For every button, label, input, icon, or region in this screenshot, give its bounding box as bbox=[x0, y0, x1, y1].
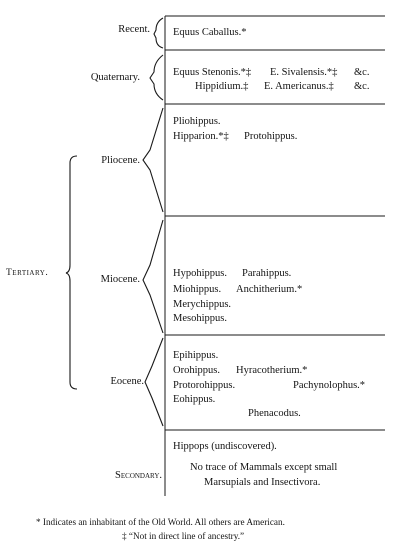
tertiary-brace bbox=[66, 156, 77, 389]
footnote-old-world: * Indicates an inhabitant of the Old World. All others are American. bbox=[36, 517, 285, 527]
genus-orohippus: Orohippus. bbox=[173, 365, 220, 376]
genus-hippops: Hippops (undiscovered). bbox=[173, 441, 277, 452]
genus-anchitherium: Anchitherium.* bbox=[236, 284, 303, 295]
period-miocene: Miocene. bbox=[100, 274, 140, 285]
genus-etc-2: &c. bbox=[354, 81, 370, 92]
genus-epihippus: Epihippus. bbox=[173, 350, 219, 361]
quaternary-brace bbox=[150, 55, 163, 100]
period-pliocene: Pliocene. bbox=[101, 155, 140, 166]
period-eocene: Eocene. bbox=[110, 376, 144, 387]
genus-pachynolophus: Pachynolophus.* bbox=[293, 380, 366, 391]
period-quaternary: Quaternary. bbox=[90, 72, 140, 83]
genus-equus-caballus: Equus Caballus.* bbox=[173, 27, 247, 38]
genus-parahippus: Parahippus. bbox=[242, 268, 292, 279]
secondary-note-line-1: No trace of Mammals except small bbox=[190, 462, 338, 473]
genus-mesohippus: Mesohippus. bbox=[173, 313, 227, 324]
genus-phenacodus: Phenacodus. bbox=[248, 408, 301, 419]
genus-hipparion: Hipparion.*‡ bbox=[173, 131, 229, 142]
genus-protohippus: Protohippus. bbox=[244, 131, 298, 142]
genus-hyracotherium: Hyracotherium.* bbox=[236, 365, 308, 376]
genus-equus-stenonis: Equus Stenonis.*‡ bbox=[173, 67, 252, 78]
period-recent: Recent. bbox=[118, 24, 150, 35]
genus-pliohippus: Pliohippus. bbox=[173, 116, 221, 127]
recent-brace bbox=[154, 18, 163, 48]
pliocene-brace bbox=[143, 108, 163, 212]
genus-miohippus: Miohippus. bbox=[173, 284, 222, 295]
genus-hypohippus: Hypohippus. bbox=[173, 268, 227, 279]
footnote-not-in-line: ‡ “Not in direct line of ancestry.” bbox=[122, 531, 245, 541]
miocene-brace bbox=[143, 220, 163, 333]
genus-merychippus: Merychippus. bbox=[173, 299, 232, 310]
tertiary-label: Tertiary. bbox=[6, 268, 49, 278]
period-secondary: Secondary. bbox=[115, 470, 162, 481]
genus-e-sivalensis: E. Sivalensis.*‡ bbox=[270, 67, 338, 78]
genus-eohippus: Eohippus. bbox=[173, 394, 216, 405]
genus-e-americanus: E. Americanus.‡ bbox=[264, 81, 334, 92]
secondary-note-line-2: Marsupials and Insectivora. bbox=[204, 477, 321, 488]
eocene-brace bbox=[145, 338, 163, 426]
genus-etc-1: &c. bbox=[354, 67, 370, 78]
genus-protorohippus: Protorohippus. bbox=[173, 380, 236, 391]
genus-hippidium: Hippidium.‡ bbox=[195, 81, 249, 92]
